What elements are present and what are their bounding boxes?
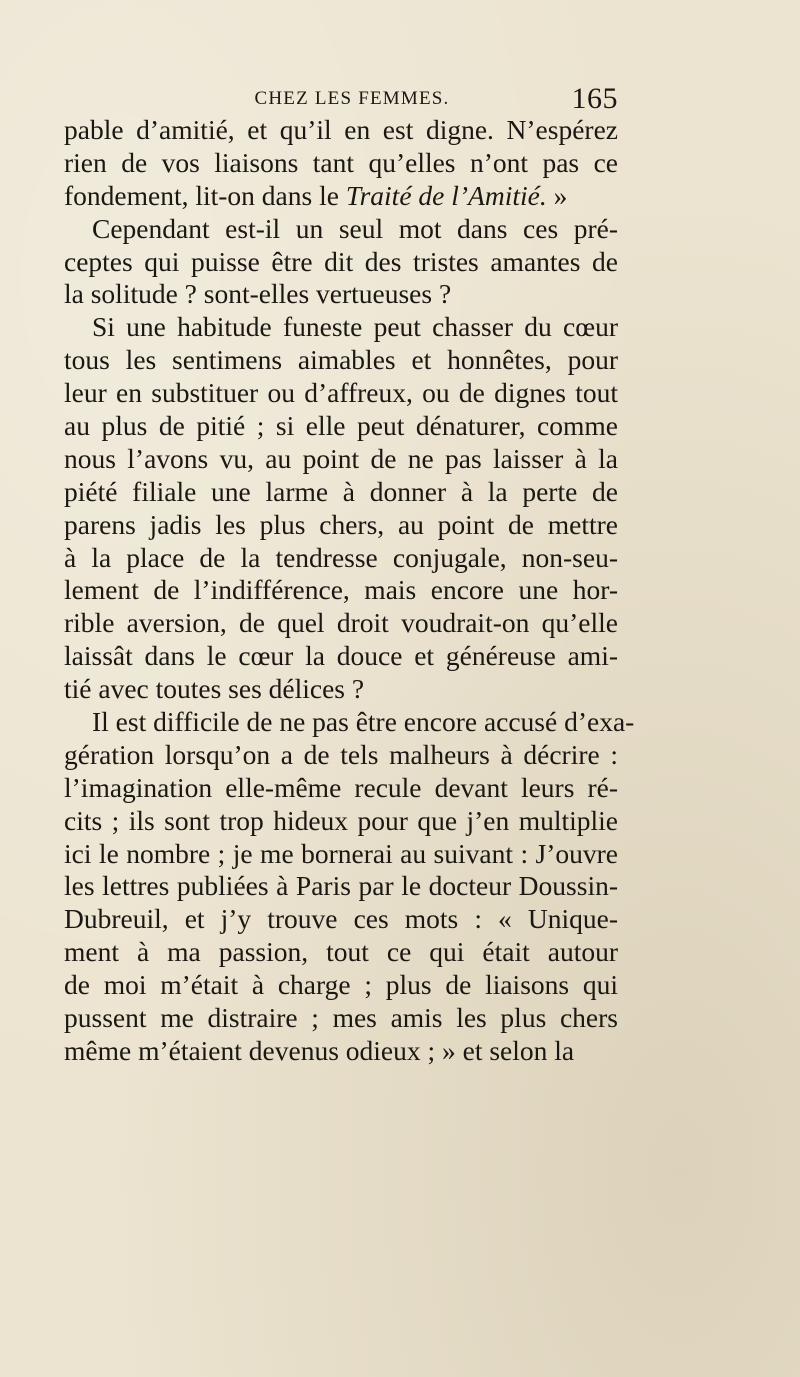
text-line xyxy=(64,311,618,344)
italic-title: Traité de l’Amitié. xyxy=(345,179,547,211)
text-segment: Si une habitude funeste peut chasser du cœur xyxy=(92,311,618,343)
text-line xyxy=(64,739,618,772)
text-segment: rible aversion, de quel droit voudrait-on qu’elle xyxy=(64,607,618,639)
text-segment: la solitude ? sont-elles vertueuses ? xyxy=(64,278,452,310)
text-line xyxy=(64,509,618,542)
text-line xyxy=(64,344,618,377)
text-line xyxy=(64,673,618,706)
text-segment: de moi m’était à charge ; plus de liaisons qui xyxy=(64,969,618,1001)
running-head xyxy=(64,82,618,118)
text-segment: parens jadis les plus chers, au point de mettre xyxy=(64,508,618,540)
text-segment: pable d’amitié, et qu’il en est digne. N’espérez xyxy=(64,114,618,145)
text-line xyxy=(64,969,618,1002)
text-segment: » xyxy=(546,179,568,211)
text-line xyxy=(64,476,618,509)
text-segment: gération lorsqu’on a de tels malheurs à décrire : xyxy=(64,738,618,770)
text-segment: piété filiale une larme à donner à la perte de xyxy=(64,475,618,507)
text-line xyxy=(64,542,618,575)
text-line xyxy=(64,1035,618,1068)
text-segment: laissât dans le cœur la douce et généreuse ami- xyxy=(64,640,618,672)
text-segment: à la place de la tendresse conjugale, non-seu- xyxy=(64,541,618,573)
text-segment: tous les sentimens aimables et honnêtes, pour xyxy=(64,344,618,376)
text-line xyxy=(64,180,618,213)
text-line xyxy=(64,706,635,739)
text-line xyxy=(64,443,618,476)
running-title: CHEZ LES FEMMES. xyxy=(254,88,450,109)
text-segment: Cependant est-il un seul mot dans ces pré- xyxy=(92,212,618,244)
text-line xyxy=(64,805,618,838)
text-line xyxy=(64,607,618,640)
text-line xyxy=(64,640,618,673)
paragraph xyxy=(64,311,618,706)
text-line xyxy=(64,213,618,246)
text-line xyxy=(64,278,618,311)
text-line xyxy=(64,870,618,903)
text-segment: cits ; ils sont trop hideux pour que j’en multiplie xyxy=(64,804,618,836)
paragraph xyxy=(64,114,618,213)
text-segment: ment à ma passion, tout ce qui était autour xyxy=(64,936,618,968)
text-line xyxy=(64,147,618,180)
text-segment: leur en substituer ou d’affreux, ou de dignes tout xyxy=(64,377,618,409)
text-line xyxy=(64,838,618,871)
text-segment: l’imagination elle-même recule devant leurs ré- xyxy=(64,771,618,803)
text-segment: ici le nombre ; je me bornerai au suivant : J’ouvre xyxy=(64,837,618,869)
text-segment: rien de vos liaisons tant qu’elles n’ont pas ce xyxy=(64,146,618,178)
text-segment: même m’étaient devenus odieux ; » et selon la xyxy=(64,1034,575,1066)
text-line xyxy=(64,1002,618,1035)
page-number: 165 xyxy=(571,82,618,115)
body-text xyxy=(64,114,635,1068)
text-segment: ceptes qui puisse être dit des tristes amantes de xyxy=(64,245,618,277)
text-segment: tié avec toutes ses délices ? xyxy=(64,673,365,705)
text-segment: les lettres publiées à Paris par le docteur Doussin- xyxy=(64,870,618,902)
text-line xyxy=(64,903,618,936)
text-line xyxy=(64,772,618,805)
text-segment: nous l’avons vu, au point de ne pas laisser à la xyxy=(64,442,618,474)
text-segment: Dubreuil, et j’y trouve ces mots : « Unique- xyxy=(64,903,618,935)
text-line xyxy=(64,377,618,410)
text-segment: lement de l’indifférence, mais encore une hor- xyxy=(64,574,618,606)
paragraph xyxy=(64,213,618,312)
text-segment: pussent me distraire ; mes amis les plus chers xyxy=(64,1002,618,1034)
text-segment: fondement, lit-on dans le xyxy=(64,179,346,211)
text-line xyxy=(64,410,618,443)
text-line xyxy=(64,574,618,607)
text-line xyxy=(64,114,618,147)
text-line xyxy=(64,936,618,969)
paragraph xyxy=(64,706,635,1068)
text-segment: au plus de pitié ; si elle peut dénaturer, comme xyxy=(64,410,618,442)
text-segment: Il est difficile de ne pas être encore accusé d’exa- xyxy=(92,706,635,738)
text-line xyxy=(64,246,618,279)
